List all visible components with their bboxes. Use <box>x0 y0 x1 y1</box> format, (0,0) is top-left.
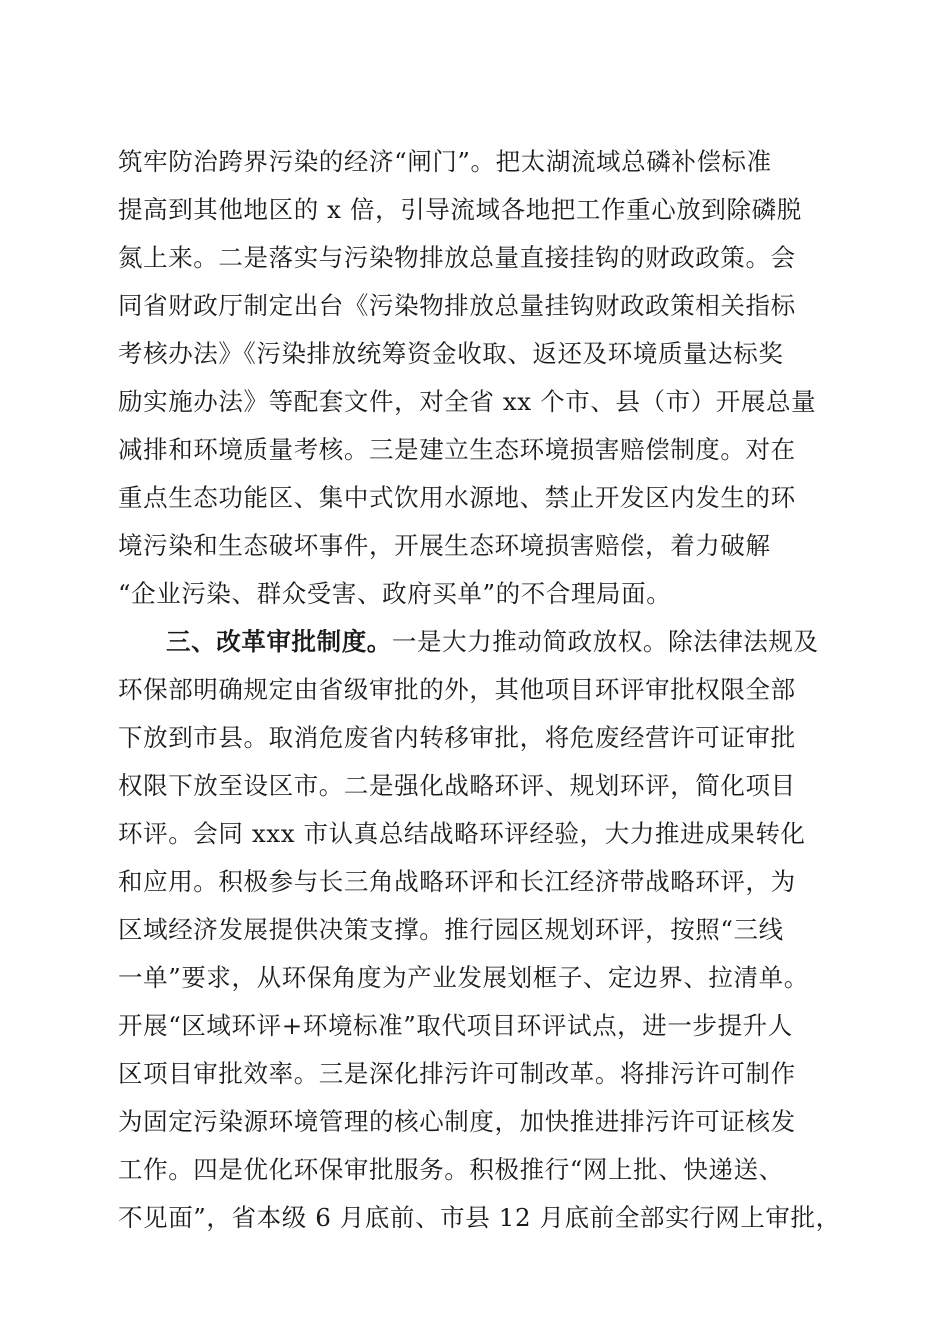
section-heading: 三、改革审批制度。 <box>166 627 392 656</box>
text-line: 考核办法》《污染排放统筹资金收取、返还及环境质量达标奖 <box>118 339 784 368</box>
text-line: 区项目审批效率。三是深化排污许可制改革。将排污许可制作 <box>118 1059 796 1088</box>
text-line: 权限下放至设区市。二是强化战略环评、规划环评，简化项目 <box>118 771 796 800</box>
text-line: “企业污染、群众受害、政府买单”的不合理局面。 <box>118 579 672 608</box>
text-line: 筑牢防治跨界污染的经济“闸门”。把太湖流域总磷补偿标准 <box>118 147 772 176</box>
section-heading-rest: 一是大力推动简政放权。除法律法规及 <box>391 627 819 656</box>
text-line: 一单”要求，从环保角度为产业发展划框子、定边界、拉清单。 <box>118 963 809 992</box>
text-line: 和应用。积极参与长三角战略环评和长江经济带战略环评，为 <box>118 867 796 896</box>
text-line: 不见面”，省本级 6 月底前、市县 12 月底前全部实行网上审批， <box>118 1203 841 1232</box>
text-line: 氮上来。二是落实与污染物排放总量直接挂钩的财政政策。会 <box>118 243 796 272</box>
text-line: 同省财政厅制定出台《污染物排放总量挂钩财政政策相关指标 <box>118 291 796 320</box>
text-line: 区域经济发展提供决策支撑。推行园区规划环评，按照“三线 <box>118 915 784 944</box>
text-line: 环保部明确规定由省级审批的外，其他项目环评审批权限全部 <box>118 675 796 704</box>
text-line: 境污染和生态破坏事件，开展生态环境损害赔偿，着力破解 <box>118 531 771 560</box>
section-heading-line <box>166 622 886 662</box>
text-line: 减排和环境质量考核。三是建立生态环境损害赔偿制度。对在 <box>118 435 796 464</box>
text-line: 为固定污染源环境管理的核心制度，加快推进排污许可证核发 <box>118 1107 796 1136</box>
text-line: 工作。四是优化环保审批服务。积极推行“网上批、快递送、 <box>118 1155 784 1184</box>
text-line: 励实施办法》等配套文件，对全省 xx 个市、县（市）开展总量 <box>118 387 817 416</box>
text-line: 提高到其他地区的 x 倍，引导流域各地把工作重心放到除磷脱 <box>118 195 802 224</box>
text-line: 重点生态功能区、集中式饮用水源地、禁止开发区内发生的环 <box>118 483 796 512</box>
text-line: 环评。会同 xxx 市认真总结战略环评经验，大力推进成果转化 <box>118 819 806 848</box>
text-line: 开展“区域环评+环境标准”取代项目环评试点，进一步提升人 <box>118 1011 793 1040</box>
text-line: 下放到市县。取消危废省内转移审批，将危废经营许可证审批 <box>118 723 796 752</box>
